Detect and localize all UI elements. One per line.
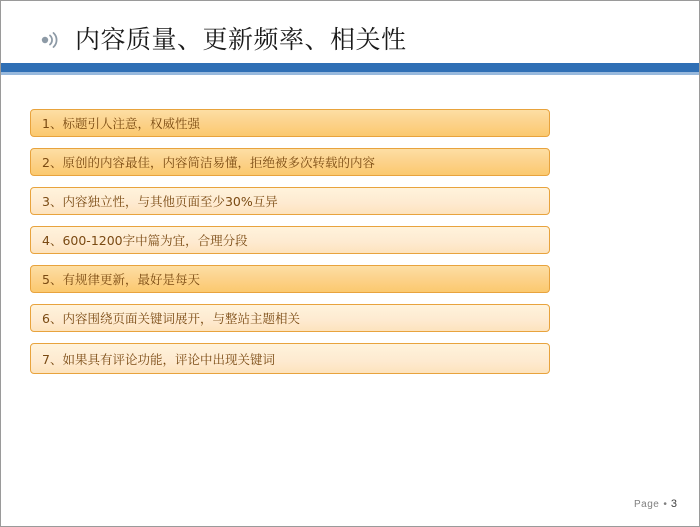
content-list [30,109,550,385]
page-number: 3 [670,498,677,510]
list-item-label: 7、如果具有评论功能，评论中出现关键词 [42,351,275,367]
list-item [30,226,550,254]
page-label: Page [634,499,660,510]
title-divider-secondary [1,72,700,75]
list-item-label: 2、原创的内容最佳，内容简洁易懂，拒绝被多次转载的内容 [42,155,375,170]
list-item [30,304,550,332]
list-item-label: 6、内容围绕页面关键词展开，与整站主题相关 [42,311,300,326]
audio-bullet-icon [37,27,63,53]
slide-footer [634,498,677,510]
list-item-label: 1、标题引人注意，权威性强 [42,116,200,131]
list-item-label: 4、600-1200字中篇为宜，合理分段 [42,233,248,248]
list-item [30,109,550,137]
page-title: 内容质量、更新频率、相关性 [75,25,407,54]
slide-title-row [1,15,700,65]
list-item [30,343,550,374]
list-item-label: 5、有规律更新，最好是每天 [42,272,200,287]
list-item [30,187,550,215]
footer-separator: • [663,499,667,510]
list-item-label: 3、内容独立性，与其他页面至少30%互异 [42,194,278,209]
list-item [30,265,550,293]
title-divider-primary [1,63,700,72]
list-item [30,148,550,176]
